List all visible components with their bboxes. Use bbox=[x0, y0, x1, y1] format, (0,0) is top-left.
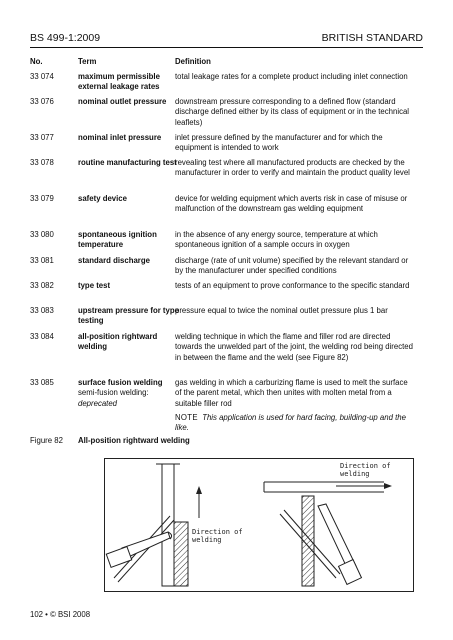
entry-term: standard discharge bbox=[78, 256, 150, 265]
right-direction-label-2: welding bbox=[340, 470, 370, 478]
left-direction-label-2: welding bbox=[192, 536, 222, 544]
figure-title: All-position rightward welding bbox=[78, 436, 190, 445]
entry-definition-block bbox=[175, 378, 415, 433]
col-definition-header: Definition bbox=[175, 57, 211, 66]
entry-term: surface fusion welding bbox=[78, 378, 163, 387]
publisher-label: BRITISH STANDARD bbox=[321, 32, 423, 44]
entry-note bbox=[175, 413, 415, 434]
left-weld-bead bbox=[174, 522, 188, 586]
entry-number: 33 081 bbox=[30, 256, 54, 265]
note-label: NOTE bbox=[175, 412, 198, 422]
right-horizontal-plate bbox=[264, 482, 384, 492]
entry-definition: revealing test where all manufactured products are checked by the manufacturer in order to verify and maintain the product quality level bbox=[175, 158, 410, 178]
entry-term: spontaneous ignition temperature bbox=[78, 230, 157, 250]
figure-caption bbox=[30, 436, 430, 448]
table-header bbox=[30, 57, 430, 69]
entry-definition: device for welding equipment which averts risk in case of misuse or malfunction of the downstream gas welding equipment bbox=[175, 194, 408, 214]
entry-definition: discharge (rate of unit volume) specified by the relevant standard or by the manufacturer under specified conditions bbox=[175, 256, 409, 276]
note-text: This application is used for hard facing, building-up and the like. bbox=[175, 412, 406, 433]
entry-definition: inlet pressure defined by the manufacturer and for which the equipment is intended to work bbox=[175, 133, 383, 153]
right-direction-arrow bbox=[336, 483, 392, 489]
page-footer: 102 • © BSI 2008 bbox=[30, 610, 91, 619]
entry-definition: total leakage rates for a complete product including inlet connection bbox=[175, 72, 408, 81]
entry-term-synonym: semi-fusion welding: bbox=[78, 388, 149, 398]
entry-number: 33 084 bbox=[30, 332, 54, 341]
entry-term: maximum permissible external leakage rates bbox=[78, 72, 160, 92]
right-direction-label-1: Direction of bbox=[340, 462, 391, 470]
entry-number: 33 077 bbox=[30, 133, 54, 142]
entry-term: upstream pressure for type testing bbox=[78, 306, 179, 326]
entry-definition: pressure equal to twice the nominal outlet pressure plus 1 bar bbox=[175, 306, 388, 315]
entry-definition: gas welding in which a carburizing flame is used to melt the surface of the parent metal, which then unites with molten metal from a suitable filler rod bbox=[175, 378, 408, 408]
entry-term: routine manufacturing test bbox=[78, 158, 177, 167]
entry-number: 33 082 bbox=[30, 281, 54, 290]
right-torch bbox=[318, 504, 361, 584]
entry-definition: in the absence of any energy source, temperature at which spontaneous ignition of a sample occurs in oxygen bbox=[175, 230, 378, 250]
figure-number: Figure 82 bbox=[30, 436, 63, 445]
entry-term: all-position rightward welding bbox=[78, 332, 158, 352]
standard-number: BS 499-1:2009 bbox=[30, 32, 101, 44]
figure-frame bbox=[105, 459, 414, 592]
col-term-header: Term bbox=[78, 57, 97, 66]
entry-term-status: deprecated bbox=[78, 398, 118, 408]
entry-definition: downstream pressure corresponding to a defined flow (standard discharge defined either by its class of equipment or in the technical leaflets) bbox=[175, 97, 410, 127]
entry-number: 33 080 bbox=[30, 230, 54, 239]
left-direction-label-1: Direction of bbox=[192, 528, 243, 536]
entry-number: 33 074 bbox=[30, 72, 54, 81]
entry-number: 33 076 bbox=[30, 97, 54, 106]
entry-definition: welding technique in which the flame and filler rod are directed towards the unwelded part of the joint, the welding rod being directed in between the flame and the weld (see Figure 82) bbox=[175, 332, 413, 362]
entry-term: safety device bbox=[78, 194, 127, 203]
entry-term: nominal inlet pressure bbox=[78, 133, 162, 142]
left-direction-arrow bbox=[196, 486, 202, 518]
entry-number: 33 083 bbox=[30, 306, 54, 315]
entry-term: nominal outlet pressure bbox=[78, 97, 167, 106]
entry-number: 33 078 bbox=[30, 158, 54, 167]
entry-number: 33 085 bbox=[30, 378, 54, 387]
col-no-header: No. bbox=[30, 57, 43, 66]
entry-term: type test bbox=[78, 281, 111, 290]
page-header bbox=[30, 32, 423, 46]
entry-number: 33 079 bbox=[30, 194, 54, 203]
entry-definition: tests of an equipment to prove conformance to the specific standard bbox=[175, 281, 410, 290]
header-rule bbox=[30, 47, 423, 48]
welding-figure bbox=[104, 458, 414, 592]
entry-term-block bbox=[78, 378, 188, 409]
